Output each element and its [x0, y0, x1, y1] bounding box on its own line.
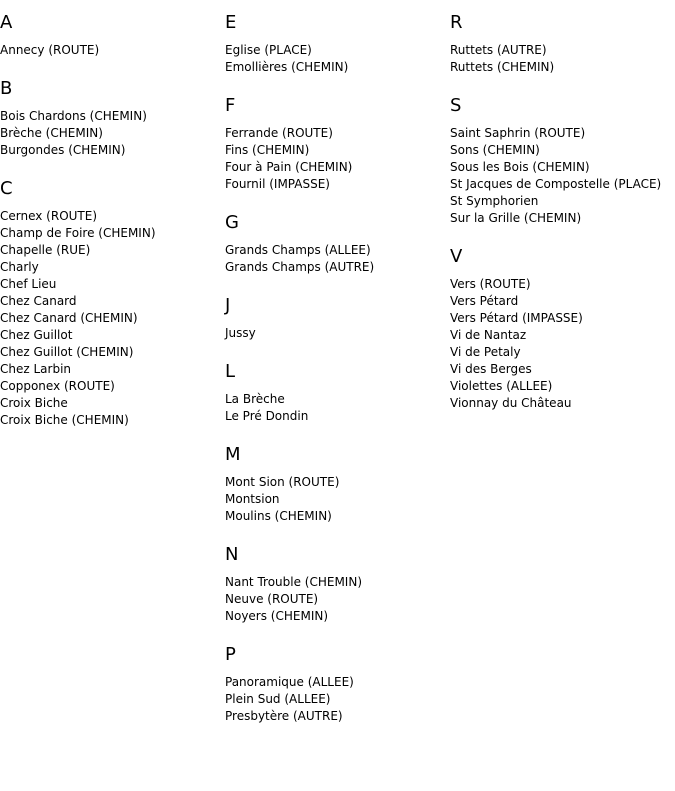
street-link[interactable]: Chez Larbin — [0, 362, 72, 376]
street-list — [0, 108, 225, 159]
street-link[interactable]: Panoramique (ALLEE) — [225, 675, 354, 689]
street-link[interactable]: Le Pré Dondin — [225, 409, 309, 423]
letter-section-a — [0, 12, 225, 59]
index-column-1 — [0, 12, 225, 448]
street-link[interactable]: Grands Champs (ALLEE) — [225, 243, 371, 257]
street-link[interactable]: St Symphorien — [450, 194, 539, 208]
street-list — [225, 242, 450, 276]
index-column-3 — [450, 12, 675, 431]
street-link[interactable]: Chef Lieu — [0, 277, 57, 291]
letter-heading: V — [450, 246, 463, 267]
street-list — [225, 391, 450, 425]
street-list — [225, 125, 450, 193]
street-link[interactable]: La Brèche — [225, 392, 285, 406]
letter-heading: F — [225, 95, 236, 116]
street-link[interactable]: Mont Sion (ROUTE) — [225, 475, 340, 489]
street-link[interactable]: Cernex (ROUTE) — [0, 209, 98, 223]
letter-heading: M — [225, 444, 241, 465]
street-link[interactable]: Champ de Foire (CHEMIN) — [0, 226, 156, 240]
letter-section-n — [225, 544, 450, 625]
street-link[interactable]: Vionnay du Château — [450, 396, 572, 410]
street-link[interactable]: Vers Pétard (IMPASSE) — [450, 311, 583, 325]
street-link[interactable]: Violettes (ALLEE) — [450, 379, 553, 393]
street-link[interactable]: Chez Guillot (CHEMIN) — [0, 345, 134, 359]
street-link[interactable]: Emollières (CHEMIN) — [225, 60, 349, 74]
street-link[interactable]: Jussy — [225, 326, 256, 340]
street-link[interactable]: Vi de Nantaz — [450, 328, 527, 342]
street-link[interactable]: Grands Champs (AUTRE) — [225, 260, 375, 274]
street-link[interactable]: Plein Sud (ALLEE) — [225, 692, 331, 706]
letter-section-p — [225, 644, 450, 725]
street-link[interactable]: Montsion — [225, 492, 280, 506]
street-link[interactable]: Chez Canard (CHEMIN) — [0, 311, 138, 325]
letter-heading: G — [225, 212, 239, 233]
street-link[interactable]: Moulins (CHEMIN) — [225, 509, 332, 523]
letter-section-c — [0, 178, 225, 429]
street-link[interactable]: Sur la Grille (CHEMIN) — [450, 211, 582, 225]
street-link[interactable]: Sous les Bois (CHEMIN) — [450, 160, 590, 174]
street-link[interactable]: Croix Biche (CHEMIN) — [0, 413, 129, 427]
street-link[interactable]: Sons (CHEMIN) — [450, 143, 540, 157]
street-list — [0, 208, 225, 429]
letter-heading: P — [225, 644, 236, 665]
street-link[interactable]: Croix Biche — [0, 396, 68, 410]
street-link[interactable]: Burgondes (CHEMIN) — [0, 143, 126, 157]
street-link[interactable]: Vers (ROUTE) — [450, 277, 531, 291]
street-link[interactable]: Ferrande (ROUTE) — [225, 126, 333, 140]
street-link[interactable]: Noyers (CHEMIN) — [225, 609, 329, 623]
street-link[interactable]: Vi de Petaly — [450, 345, 521, 359]
street-link[interactable]: Annecy (ROUTE) — [0, 43, 100, 57]
letter-section-e — [225, 12, 450, 76]
street-list — [225, 474, 450, 525]
letter-heading: R — [450, 12, 463, 33]
street-link[interactable]: Saint Saphrin (ROUTE) — [450, 126, 586, 140]
index-column-2 — [225, 12, 450, 744]
street-link[interactable]: Vi des Berges — [450, 362, 532, 376]
letter-heading: L — [225, 361, 236, 382]
street-list — [225, 674, 450, 725]
street-link[interactable]: Vers Pétard — [450, 294, 519, 308]
street-link[interactable]: Chapelle (RUE) — [0, 243, 91, 257]
street-link[interactable]: Copponex (ROUTE) — [0, 379, 115, 393]
street-link[interactable]: St Jacques de Compostelle (PLACE) — [450, 177, 662, 191]
letter-heading: E — [225, 12, 237, 33]
street-link[interactable]: Chez Canard — [0, 294, 77, 308]
letter-heading: J — [225, 295, 231, 316]
street-link[interactable]: Four à Pain (CHEMIN) — [225, 160, 353, 174]
letter-section-v — [450, 246, 675, 412]
street-link[interactable]: Fins (CHEMIN) — [225, 143, 310, 157]
letter-heading: N — [225, 544, 239, 565]
street-list — [225, 42, 450, 76]
street-list — [450, 276, 675, 412]
street-link[interactable]: Nant Trouble (CHEMIN) — [225, 575, 363, 589]
street-list — [0, 42, 225, 59]
street-link[interactable]: Ruttets (CHEMIN) — [450, 60, 555, 74]
letter-section-r — [450, 12, 675, 76]
letter-section-m — [225, 444, 450, 525]
street-link[interactable]: Brèche (CHEMIN) — [0, 126, 103, 140]
letter-section-l — [225, 361, 450, 425]
street-link[interactable]: Ruttets (AUTRE) — [450, 43, 547, 57]
street-list — [450, 42, 675, 76]
street-list — [225, 325, 450, 342]
letter-section-g — [225, 212, 450, 276]
street-link[interactable]: Eglise (PLACE) — [225, 43, 312, 57]
street-link[interactable]: Charly — [0, 260, 39, 274]
letter-heading: C — [0, 178, 13, 199]
letter-heading: B — [0, 78, 13, 99]
street-link[interactable]: Presbytère (AUTRE) — [225, 709, 343, 723]
street-link[interactable]: Neuve (ROUTE) — [225, 592, 319, 606]
street-list — [450, 125, 675, 227]
street-link[interactable]: Fournil (IMPASSE) — [225, 177, 330, 191]
letter-section-s — [450, 95, 675, 227]
letter-section-j — [225, 295, 450, 342]
street-link[interactable]: Chez Guillot — [0, 328, 73, 342]
street-link[interactable]: Bois Chardons (CHEMIN) — [0, 109, 147, 123]
letter-heading: S — [450, 95, 462, 116]
letter-section-f — [225, 95, 450, 193]
street-list — [225, 574, 450, 625]
letter-section-b — [0, 78, 225, 159]
letter-heading: A — [0, 12, 13, 33]
